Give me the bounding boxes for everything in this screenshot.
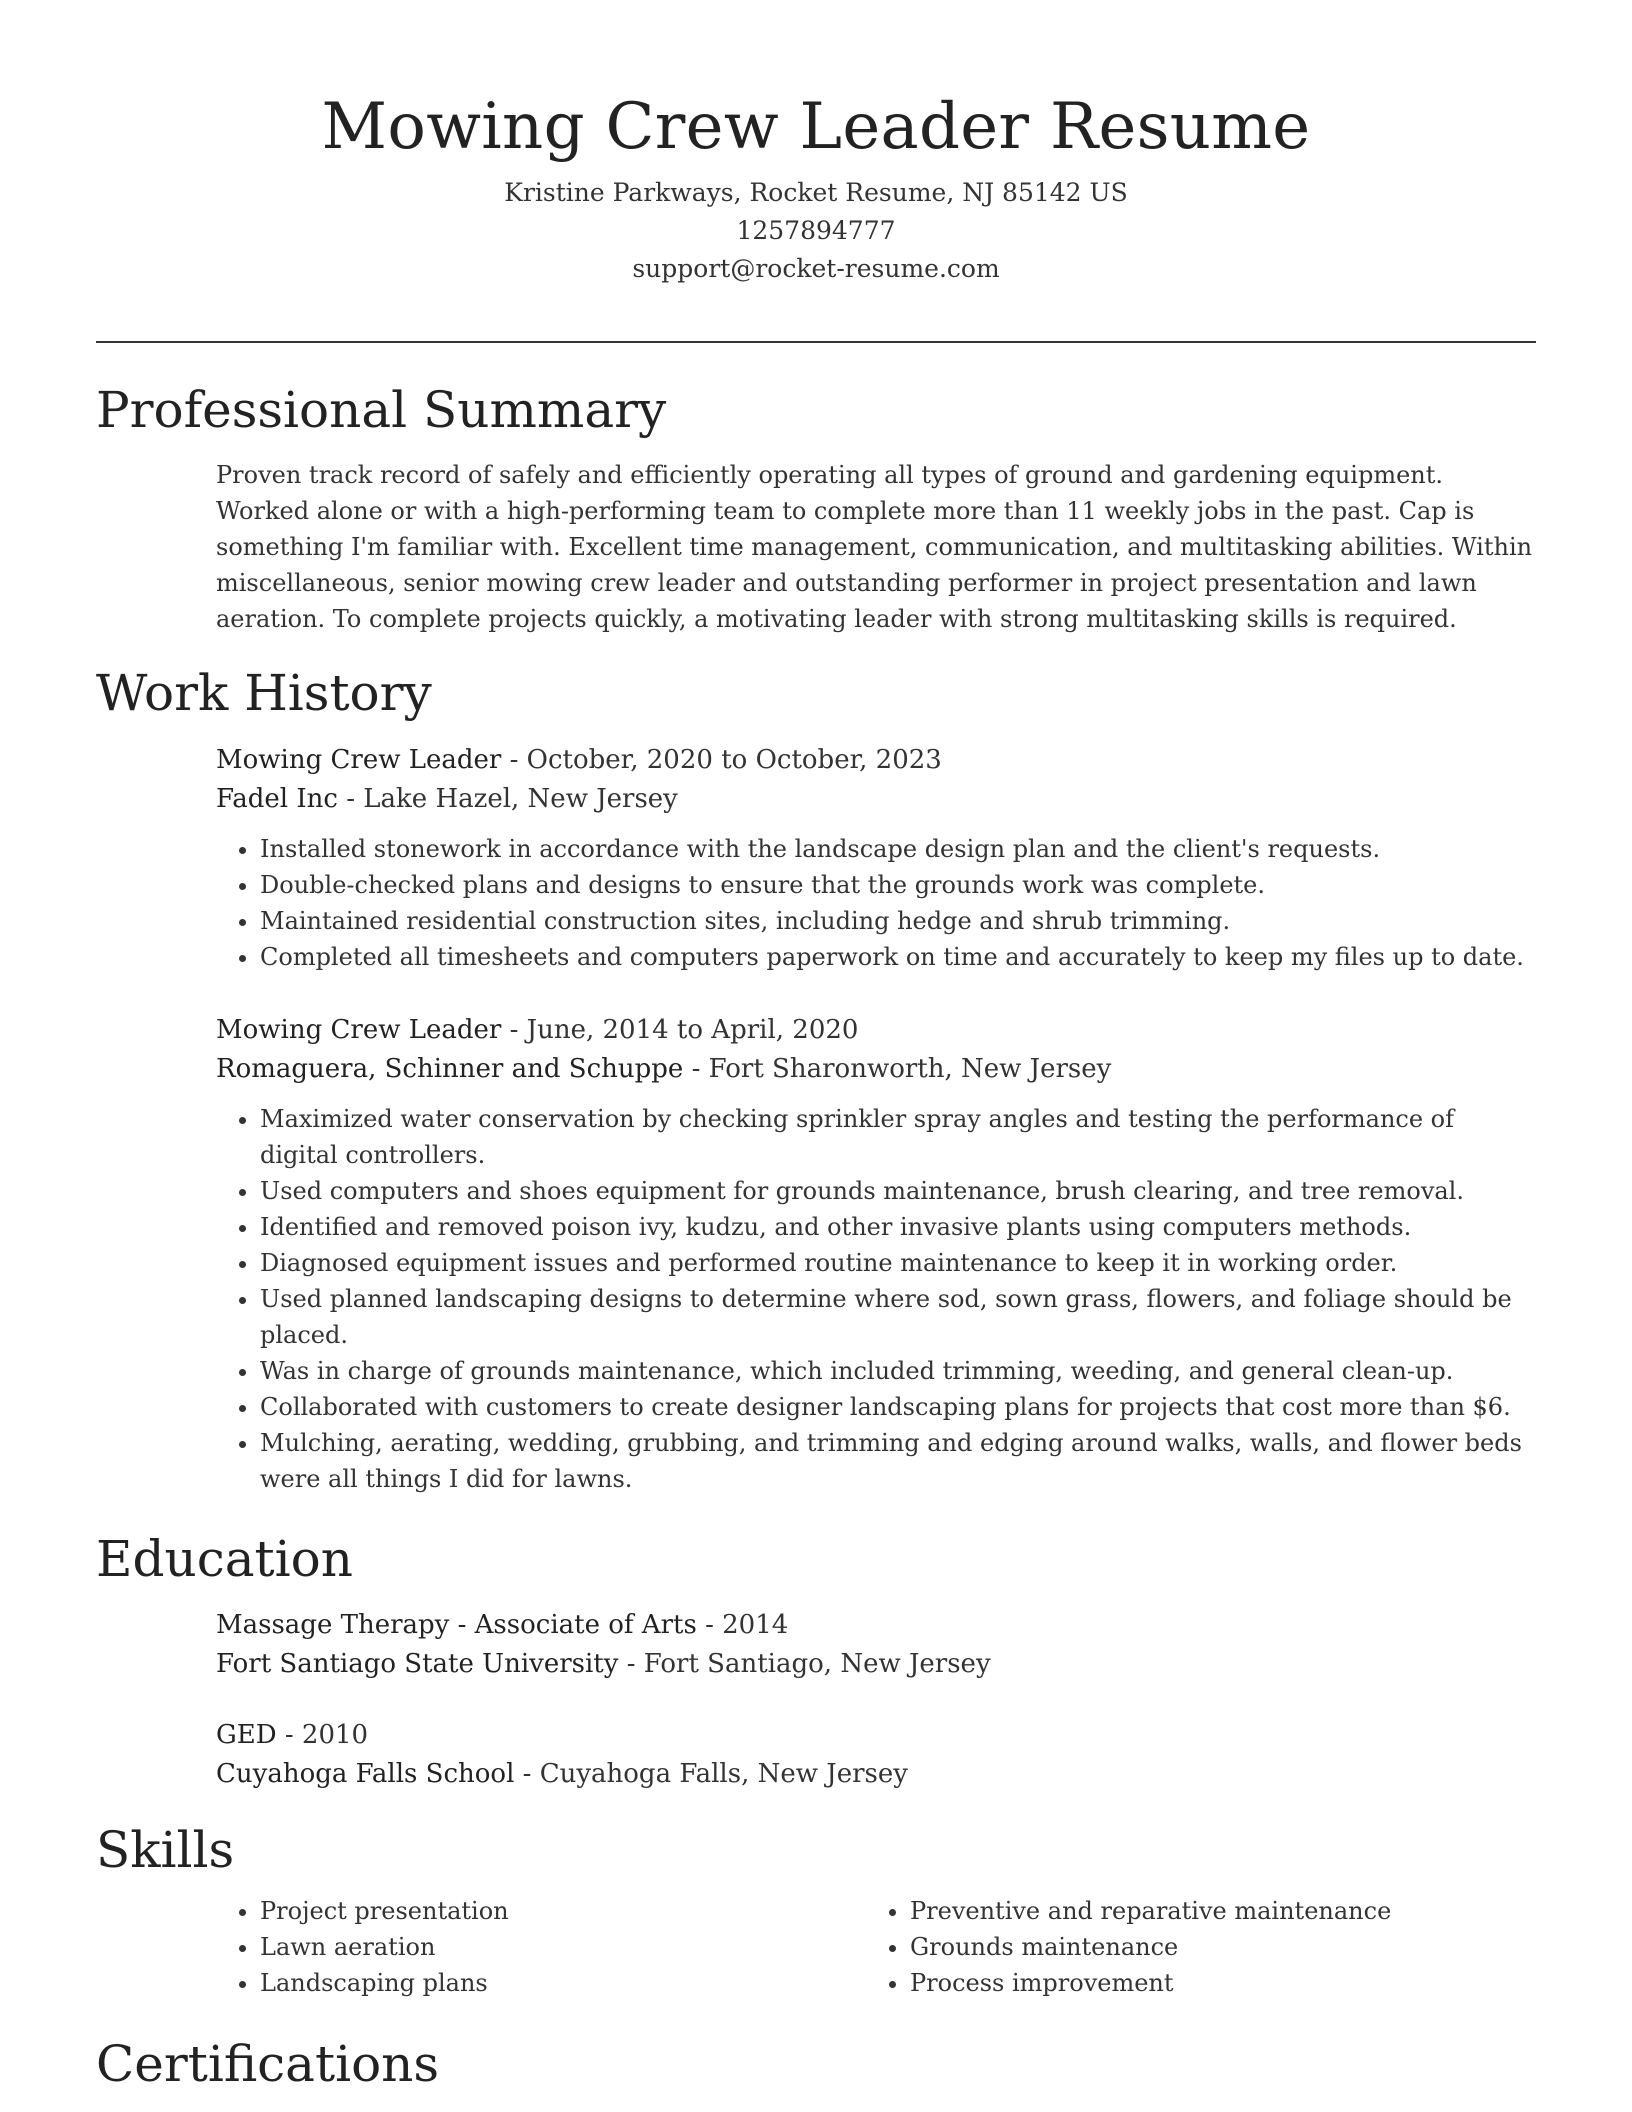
education-entry (216, 1716, 1536, 1794)
skills-list (866, 1893, 1516, 2001)
job-company-line (216, 1050, 1536, 1089)
skills-column-left (216, 1893, 866, 2001)
job-company-line (216, 780, 1536, 819)
education-degree-line (216, 1606, 1536, 1645)
skills-list (216, 1893, 866, 2001)
education-entry (216, 1606, 1536, 1684)
job-bullets (216, 1101, 1536, 1497)
resume-title: Mowing Crew Leader Resume (321, 90, 1311, 164)
bullet-item: • Used computers and shoes equipment for grounds maintenance, brush clearing, and tree removal. (260, 1173, 1536, 1209)
job-company: Fadel Inc (216, 784, 338, 814)
summary-heading: Professional Summary (96, 381, 667, 439)
education-degree-line (216, 1716, 1536, 1755)
bullet-item: • Installed stonework in accordance with the landscape design plan and the client's requests. (260, 831, 1536, 867)
job-title: Mowing Crew Leader (216, 745, 502, 775)
education-year: - 2014 (705, 1610, 789, 1640)
job-location: - Fort Sharonworth, New Jersey (691, 1054, 1112, 1084)
education-school-line (216, 1645, 1536, 1684)
skills-block (216, 1893, 1536, 2001)
summary-block (216, 457, 1536, 637)
education-school-line (216, 1755, 1536, 1794)
bullet-item: • Was in charge of grounds maintenance, which included trimming, weeding, and general clean-up. (260, 1353, 1536, 1389)
bullet-item: • Maintained residential construction sites, including hedge and shrub trimming. (260, 903, 1536, 939)
job-title-line (216, 1011, 1536, 1050)
job-dates: - June, 2014 to April, 2020 (509, 1015, 859, 1045)
header-divider (96, 341, 1536, 343)
bullet-item: • Completed all timesheets and computers paperwork on time and accurately to keep my files up to date. (260, 939, 1536, 975)
skills-column-right (866, 1893, 1516, 2001)
bullet-item: • Diagnosed equipment issues and performed routine maintenance to keep it in working order. (260, 1245, 1536, 1281)
job-entry (216, 1011, 1536, 1497)
skill-item: • Grounds maintenance (910, 1929, 1516, 1965)
skill-item: • Lawn aeration (260, 1929, 866, 1965)
bullet-item: • Collaborated with customers to create designer landscaping plans for projects that cost more than $6. (260, 1389, 1536, 1425)
bullet-item: • Identified and removed poison ivy, kudzu, and other invasive plants using computers methods. (260, 1209, 1536, 1245)
skills-grid (216, 1893, 1536, 2001)
education-year: - 2010 (284, 1720, 369, 1750)
education-school: Cuyahoga Falls School (216, 1759, 515, 1789)
contact-phone: 1257894777 (736, 216, 896, 245)
education-degree: GED (216, 1720, 277, 1750)
resume-header (0, 82, 1632, 288)
bullet-item: • Mulching, aerating, wedding, grubbing, and trimming and edging around walks, walls, and flower beds were all things I did for lawns. (260, 1425, 1536, 1497)
work-history-heading: Work History (96, 664, 432, 722)
contact-address: Kristine Parkways, Rocket Resume, NJ 85142 US (504, 178, 1128, 207)
job-bullets (216, 831, 1536, 975)
bullet-item: • Used planned landscaping designs to determine where sod, sown grass, flowers, and foliage should be placed. (260, 1281, 1536, 1353)
education-school: Fort Santiago State University (216, 1649, 619, 1679)
job-dates: - October, 2020 to October, 2023 (509, 745, 942, 775)
job-title-line (216, 741, 1536, 780)
job-title: Mowing Crew Leader (216, 1015, 502, 1045)
bullet-item: • Maximized water conservation by checking sprinkler spray angles and testing the performance of digital controllers. (260, 1101, 1536, 1173)
contact-email: support@rocket-resume.com (632, 254, 1000, 283)
skill-item: • Process improvement (910, 1965, 1516, 2001)
job-company: Romaguera, Schinner and Schuppe (216, 1054, 684, 1084)
job-location: - Lake Hazel, New Jersey (346, 784, 678, 814)
education-location: - Cuyahoga Falls, New Jersey (522, 1759, 908, 1789)
job-entry (216, 741, 1536, 975)
education-degree: Massage Therapy - Associate of Arts (216, 1610, 697, 1640)
summary-text: Proven track record of safely and efficiently operating all types of ground and gardening equipment. Worked alone or with a high-performing team to complete more than 11 weekly jobs in the past. Cap is something I'm familiar with. Excellent time management, communication, and multitasking abilities. Within miscellaneous, senior mowing crew leader and outstanding performer in project presentation and lawn aeration. To complete projects quickly, a motivating leader with strong multitasking skills is required. (216, 461, 1533, 633)
skill-item: • Landscaping plans (260, 1965, 866, 2001)
education-location: - Fort Santiago, New Jersey (626, 1649, 991, 1679)
certifications-heading: Certifications (96, 2035, 440, 2093)
skill-item: • Preventive and reparative maintenance (910, 1893, 1516, 1929)
bullet-item: • Double-checked plans and designs to ensure that the grounds work was complete. (260, 867, 1536, 903)
skills-heading: Skills (96, 1821, 235, 1879)
education-heading: Education (96, 1530, 353, 1588)
skill-item: • Project presentation (260, 1893, 866, 1929)
